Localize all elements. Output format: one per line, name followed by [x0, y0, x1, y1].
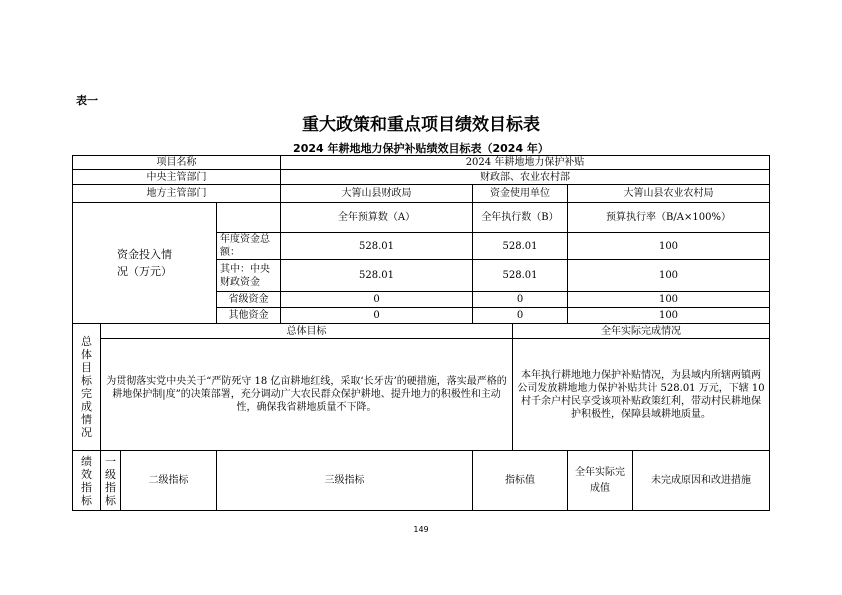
- indicator-level1-header: 一级指标: [101, 451, 121, 511]
- funding-section-label: 资金投入情况（万元）: [73, 203, 217, 324]
- overall-completion-text: 本年执行耕地地力保护补贴情况，为县域内所辖两镇两公司发放耕地地力保护补贴共计 528.01 万元，下辖 10 村千余户村民享受该项补贴政策红利，带动村民耕地保护积极性，保障县域耕地质量。: [513, 339, 770, 451]
- central-dept-value: 财政部、农业农村部: [281, 170, 770, 185]
- funding-row-label: 省级资金: [217, 292, 281, 308]
- funding-row-executed: 528.01: [473, 260, 568, 292]
- project-name-value: 2024 年耕地地力保护补贴: [281, 156, 770, 170]
- overall-goal-text: 为贯彻落实党中央关于“严防死守 18 亿亩耕地红线，采取‘长牙齿’的硬措施，落实最严格的耕地保护制|度”的决策部署，充分调动广大农民群众保护耕地、提升地力的积极性和主动性，确保我省耕地质量不下降。: [101, 339, 513, 451]
- funding-row-executed: 0: [473, 308, 568, 324]
- indicator-value-header: 指标值: [473, 451, 568, 511]
- funding-row-budget: 0: [281, 292, 473, 308]
- funding-row-rate: 100: [568, 292, 770, 308]
- funding-header-blank: [217, 203, 281, 233]
- indicator-section-label: 绩效指标: [73, 451, 101, 511]
- project-name-label: 项目名称: [73, 156, 281, 170]
- local-dept-value: 大箐山县财政局: [281, 185, 473, 203]
- page-number: 149: [413, 525, 429, 534]
- funding-header-row: [73, 203, 770, 233]
- local-dept-label: 地方主管部门: [73, 185, 281, 203]
- overall-goal-header: 总体目标: [101, 324, 513, 339]
- funding-row-budget: 528.01: [281, 260, 473, 292]
- funding-row-executed: 0: [473, 292, 568, 308]
- indicator-level2-header: 二级指标: [121, 451, 217, 511]
- central-dept-label: 中央主管部门: [73, 170, 281, 185]
- local-dept-row: [73, 185, 770, 203]
- funding-row-rate: 100: [568, 260, 770, 292]
- funding-row-label: 年度资金总额：: [217, 233, 281, 260]
- indicator-header-row: [73, 451, 770, 511]
- budget-header: 全年预算数（A）: [281, 203, 473, 233]
- indicator-reason-header: 未完成原因和改进措施: [633, 451, 770, 511]
- funding-row-budget: 528.01: [281, 233, 473, 260]
- overall-content-row: [73, 339, 770, 451]
- funding-row-rate: 100: [568, 308, 770, 324]
- funding-row-rate: 100: [568, 233, 770, 260]
- fund-unit-label: 资金使用单位: [473, 185, 568, 203]
- central-dept-row: [73, 170, 770, 185]
- rate-header: 预算执行率（B/A×100%）: [568, 203, 770, 233]
- funding-row-label: 其中：中央财政资金: [217, 260, 281, 292]
- page-title: 重大政策和重点项目绩效目标表: [302, 115, 540, 135]
- overall-completion-header: 全年实际完成情况: [513, 324, 770, 339]
- funding-row-label: 其他资金: [217, 308, 281, 324]
- fund-unit-value: 大箐山县农业农村局: [568, 185, 770, 203]
- overall-section-label: 总体目标完成情况: [73, 324, 101, 451]
- project-name-row: [73, 156, 770, 170]
- executed-header: 全年执行数（B）: [473, 203, 568, 233]
- indicator-actual-header: 全年实际完成值: [568, 451, 633, 511]
- performance-goal-table: [72, 155, 770, 511]
- overall-header-row: [73, 324, 770, 339]
- table-label: 表一: [76, 94, 98, 107]
- indicator-level3-header: 三级指标: [217, 451, 473, 511]
- table-subtitle: 2024 年耕地地力保护补贴绩效目标表（2024 年）: [293, 142, 549, 155]
- funding-row-budget: 0: [281, 308, 473, 324]
- funding-row-executed: 528.01: [473, 233, 568, 260]
